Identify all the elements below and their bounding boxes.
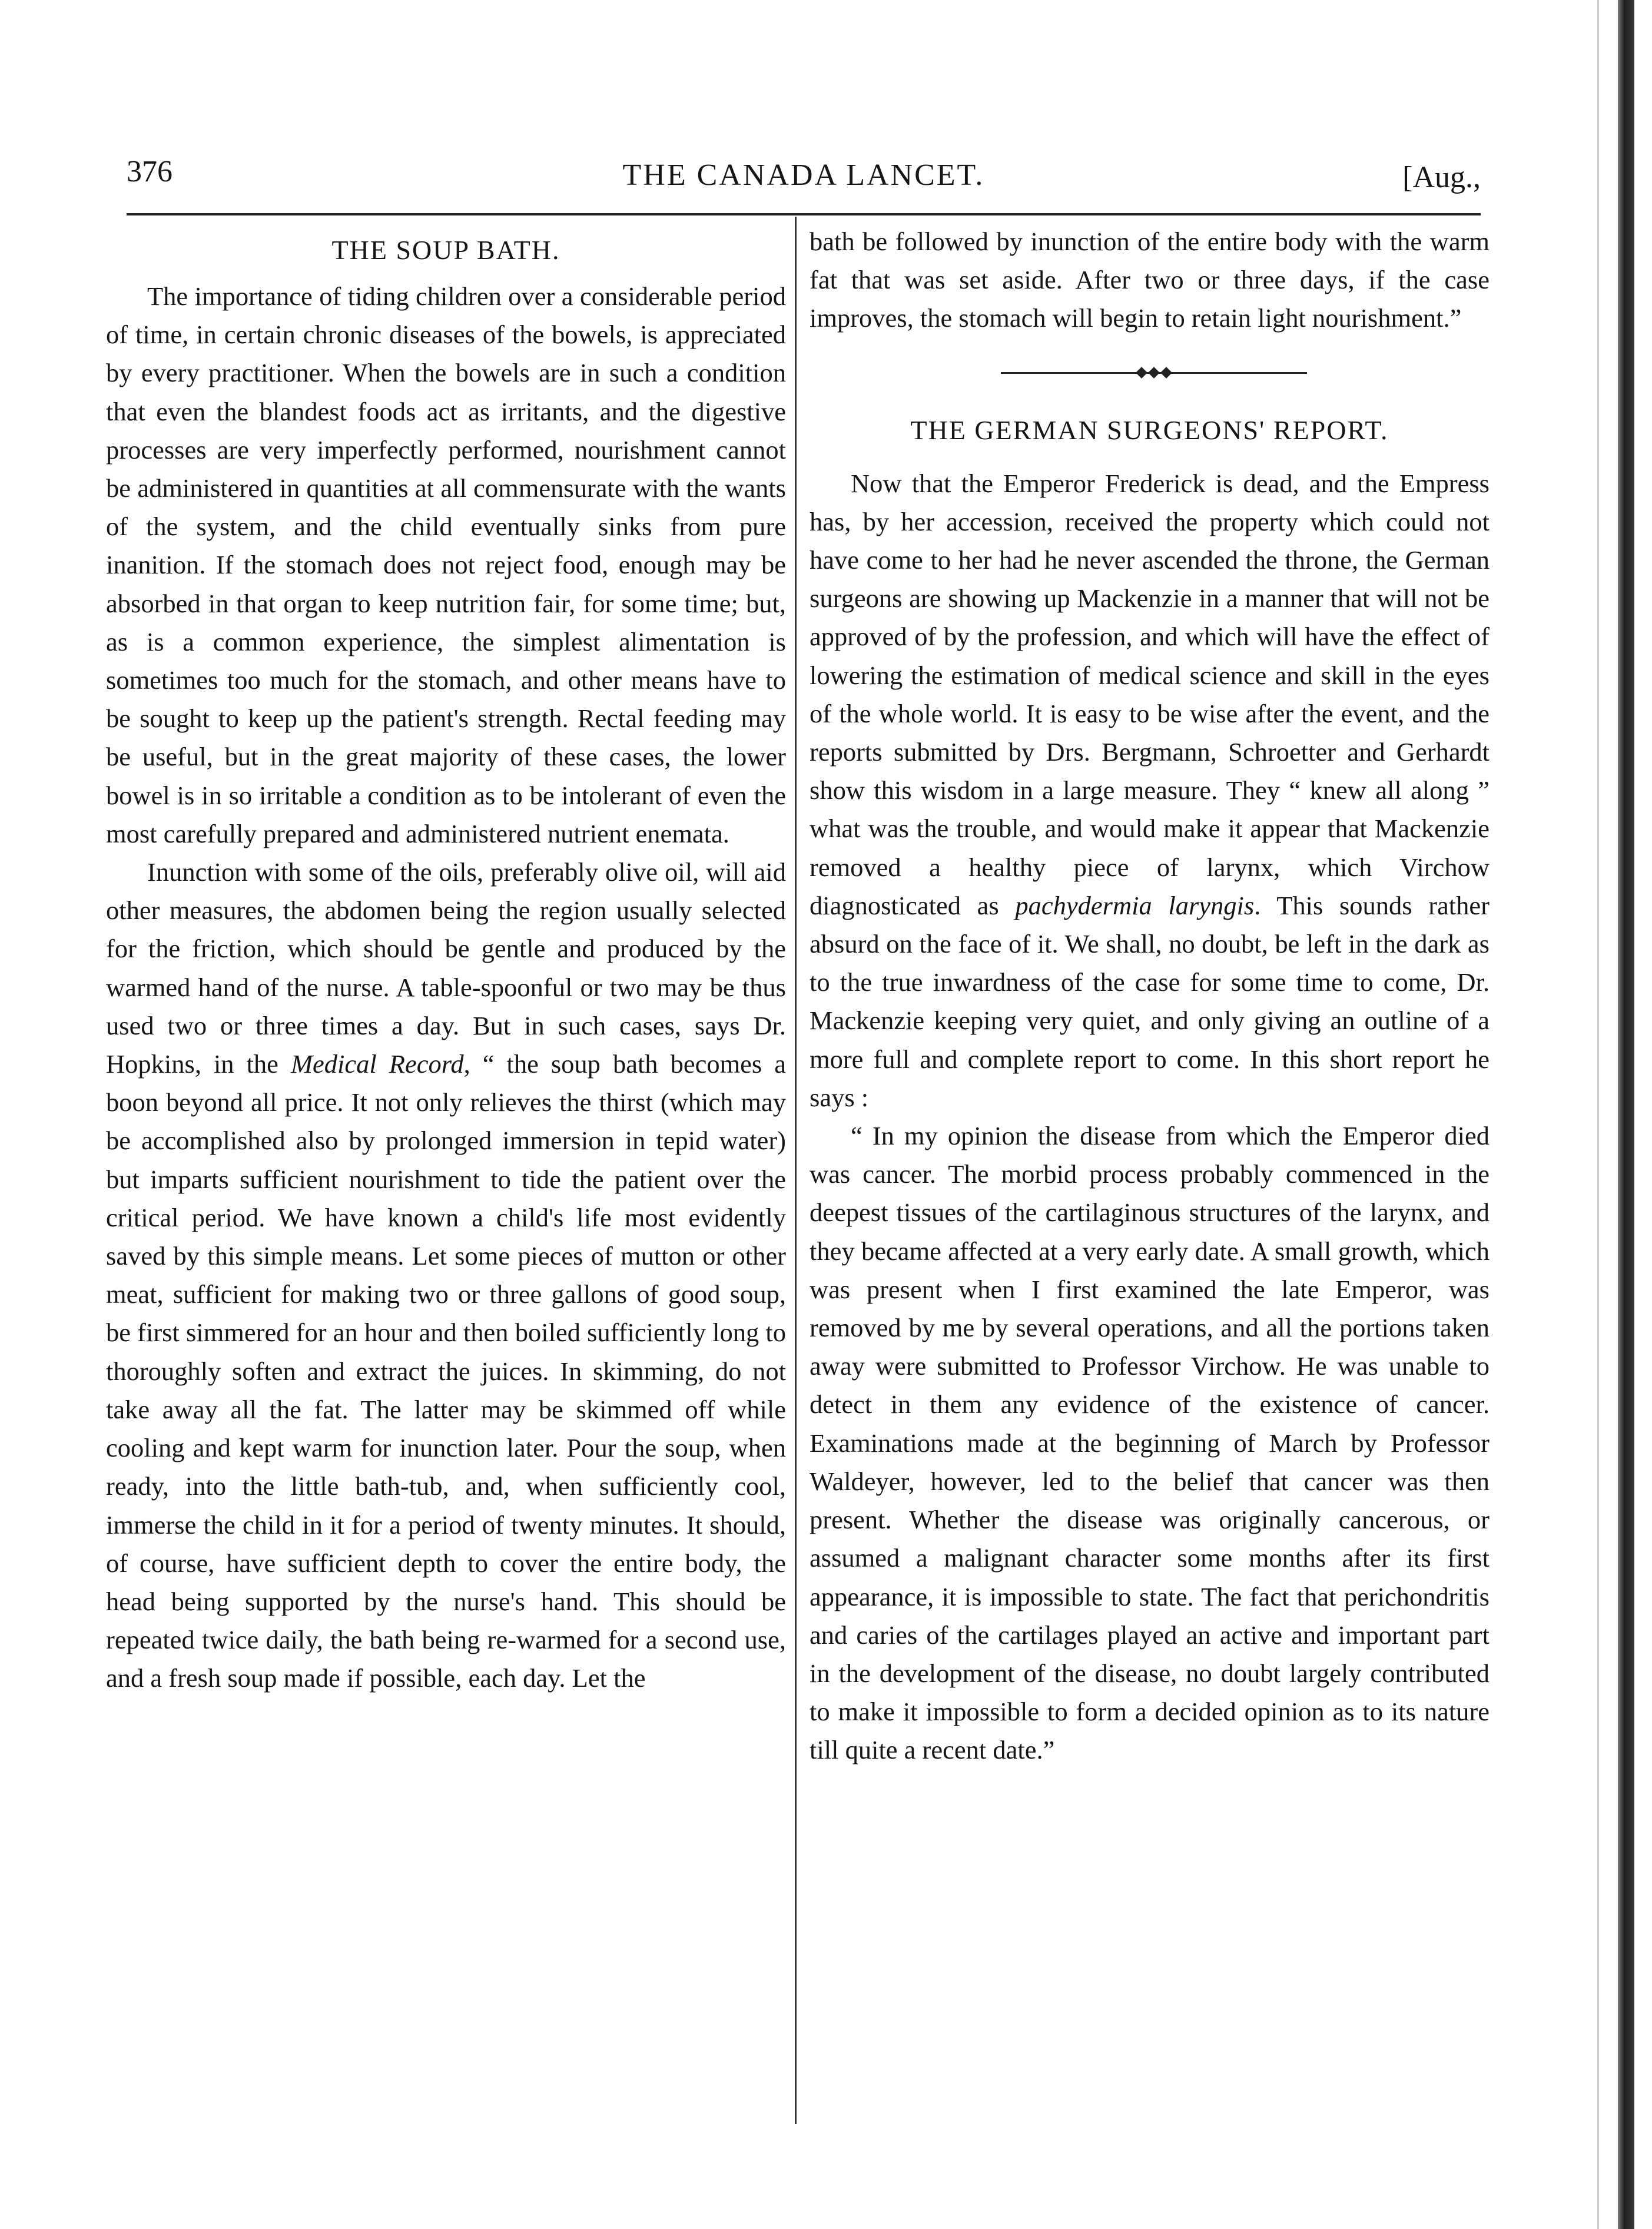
running-header	[127, 154, 1481, 201]
medical-term: pachydermia laryngis	[1015, 890, 1255, 920]
running-title: THE CANADA LANCET.	[622, 158, 985, 192]
header-rule	[127, 213, 1481, 215]
soup-bath-continuation: bath be followed by inunction of the entire body with the warm fat that was set aside. After two or three days, if the case improves, the stomach will begin to retain light nourishment.”	[810, 227, 1490, 333]
german-surgeons-title: THE GERMAN SURGEONS' REPORT.	[910, 414, 1389, 445]
german-surgeons-paragraph-1-end: . This sounds rather absurd on the face of it. We shall, no doubt, be left in the dark as to the true inwardness of the case for some time to come, Dr. Mackenzie keeping very quiet, and only giving an outline of a more full and complete report to come. In this short report he says :	[810, 890, 1490, 1112]
soup-bath-paragraph-2-end: , “ the soup bath becomes a boon beyond all price. It not only relieves the thirst (which may be accomplished also by prolonged immersion in tepid water) but imparts sufficient nourishment to tide the patient over the critical period. We have known a child's life most evidently saved by this simple means. Let some pieces of mutton or other meat, sufficient for making two or three gallons of good soup, be first simmered for an hour and then boiled sufficiently long to thoroughly soften and extract the juices. In skimming, do not take away all the fat. The latter may be skimmed off while cooling and kept warm for inunction later. Pour the soup, when ready, into the little bath-tub, and, when sufficiently cool, immerse the child in it for a period of twenty minutes. It should, of course, have sufficient depth to cover the entire body, the head being supported by the nurse's hand. This should be repeated twice daily, the bath being re-warmed for a second use, and a fresh soup made if possible, each day. Let the	[106, 1049, 787, 1693]
binding-edge	[1597, 0, 1599, 2229]
section-ornament	[810, 354, 1490, 392]
soup-bath-paragraph-1: The importance of tiding children over a considerable period of time, in certain chronic diseases of the bowels, is appreciated by every practitioner. When the bowels are in such a condition that even the blandest foods act as irritants, and the digestive processes are very imperfectly performed, nourishment cannot be administered in quantities at all commensurate with the wants of the system, and the child eventually sinks from pure inanition. If the stomach does not reject food, enough may be absorbed in that organ to keep nutrition fair, for some time; but, as is a common experience, the simplest alimentation is sometimes too much for the stomach, and other means have to be sought to keep up the patient's strength. Rectal feeding may be useful, but in the great majority of these cases, the lower bowel is in so irritable a condition as to be intolerant of even the most carefully prepared and administered nutrient enemata.	[106, 281, 786, 848]
german-surgeons-paragraph-1-start: Now that the Emperor Frederick is dead, and the Empress has, by her accession, received the property which could not have come to her had he never ascended the throne, the German surgeons are showing up Mackenzie in a manner that will not be approved of by the profession, and which will have the effect of lowering the estimation of medical science and skill in the eyes of the whole world. It is easy to be wise after the event, and the reports submitted by Drs. Bergmann, Schroetter and Gerhardt show this wisdom in a large measure. They “ knew all along ” what was the trouble, and would make it appear that Mackenzie removed a healthy piece of larynx, which Virchow diagnosticated as	[810, 468, 1490, 920]
soup-bath-title: THE SOUP BATH.	[331, 235, 560, 265]
mackenzie-quote: “ In my opinion the disease from which the Emperor died was cancer. The morbid process probably commenced in the deepest tissues of the cartilaginous structures of the larynx, and they became affected at a very early date. A small growth, which was present when I first examined the late Emperor, was removed by me by several operations, and all the portions taken away were submitted to Professor Virchow. He was unable to detect in them any evidence of the existence of cancer. Examinations made at the beginning of March by Professor Waldeyer, however, led to the belief that cancer was then present. Whether the disease was originally cancerous, or assumed a malignant character some months after its first appearance, it is impossible to state. The fact that perichondritis and caries of the cartilages played an active and important part in the development of the disease, no doubt largely contributed to make it impossible to form a decided opinion as to its nature till quite a recent date.”	[810, 1121, 1490, 1765]
book-binding-shadow	[1618, 0, 1634, 2229]
column-divider	[795, 217, 797, 2124]
issue-date: [Aug.,	[1402, 161, 1481, 194]
ornament-diamonds	[1136, 366, 1172, 379]
soup-bath-paragraph-2-start: Inunction with some of the oils, preferably olive oil, will aid other measures, the abdomen being the region usually selected for the friction, which should be gentle and produced by the warmed hand of the nurse. A table-spoonful or two may be thus used two or three times a day. But in such cases, says Dr. Hopkins, in the	[106, 857, 786, 1079]
soup-bath-paragraph-2	[106, 853, 786, 1697]
journal-name: Medical Record	[290, 1049, 464, 1079]
right-column	[810, 223, 1490, 1770]
left-column	[106, 223, 786, 1698]
page-number: 376	[127, 155, 173, 188]
german-surgeons-paragraph-1	[810, 465, 1490, 1117]
